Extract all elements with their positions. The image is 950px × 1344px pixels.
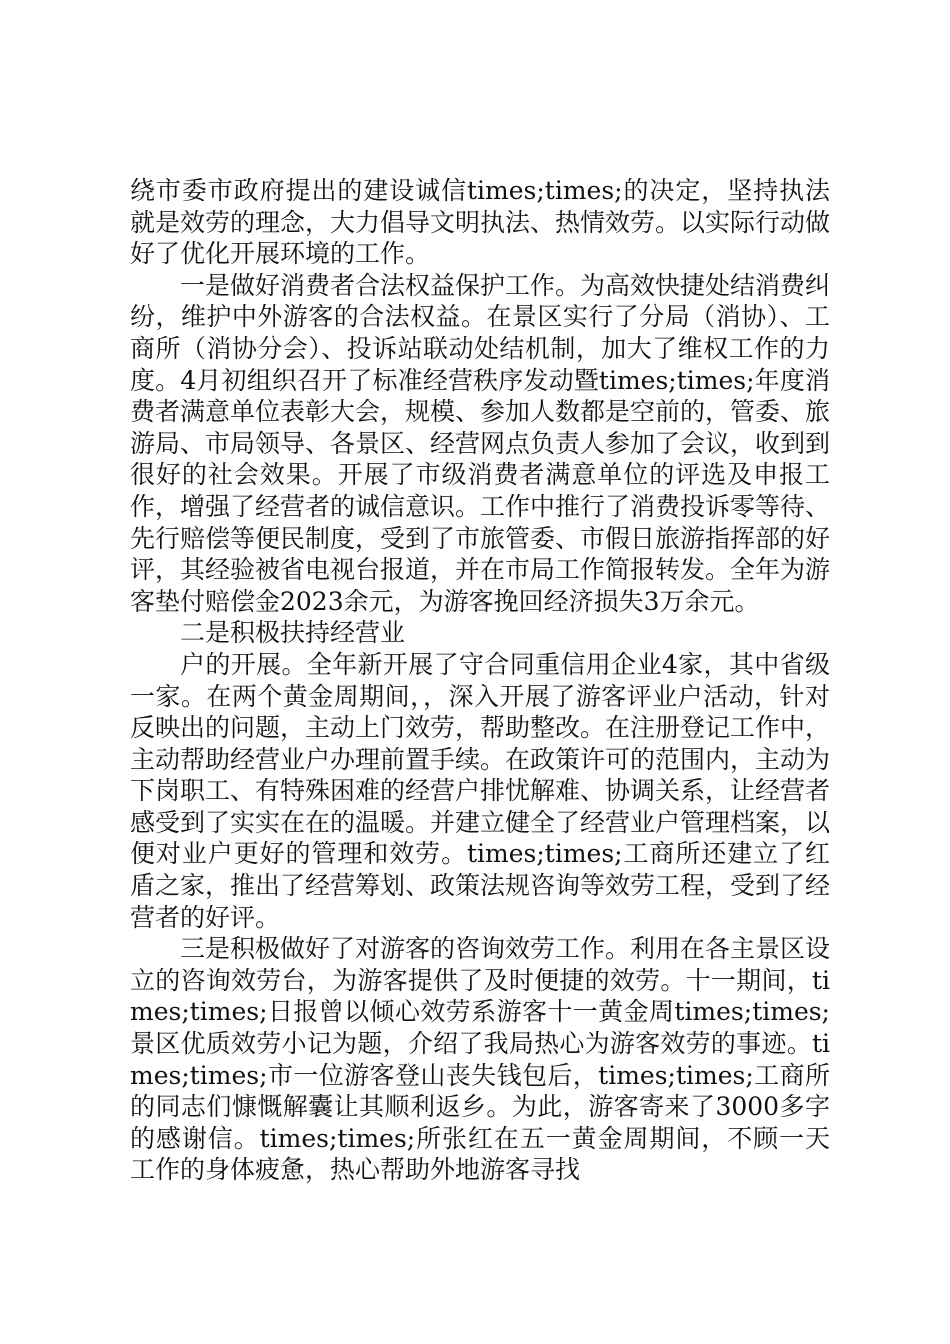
paragraph-tourist-service: 三是积极做好了对游客的咨询效劳工作。利用在各主景区设立的咨询效劳台，为游客提供了及时便捷的效劳。十一期间，times;times;日报曾以倾心效劳系游客十一黄金周times;times;景区优质效劳小记为题，介绍了我局热心为游客效劳的事迹。times;times;市一位游客登山丧失钱包后，times;times;工商所的同志们慷慨解囊让其顺利返乡。为此，游客寄来了3000多字的感谢信。times;times;所张红在五一黄金周期间，不顾一天工作的身体疲惫，热心帮助外地游客寻找 [130, 934, 831, 1185]
paragraph-support-heading: 二是积极扶持经营业 [180, 618, 406, 648]
paragraph-support-business: 户的开展。全年新开展了守合同重信用企业4家，其中省级一家。在两个黄金周期间，，深入开展了游客评业户活动，针对反映出的问题，主动上门效劳，帮助整改。在注册登记工作中，主动帮助经营业户办理前置手续。在政策许可的范围内，主动为下岗职工、有特殊困难的经营户排忧解难、协调关系，让经营者感受到了实实在在的温暖。并建立健全了经营业户管理档案，以便对业户更好的管理和效劳。times;times;工商所还建立了红盾之家，推出了经营筹划、政策法规咨询等效劳工程，受到了经营者的好评。 [130, 649, 831, 932]
paragraph-consumer-rights: 一是做好消费者合法权益保护工作。为高效快捷处结消费纠纷，维护中外游客的合法权益。在景区实行了分局（消协）、工商所（消协分会）、投诉站联动处结机制，加大了维权工作的力度。4月初组织召开了标准经营秩序发动暨times;times;年度消费者满意单位表彰大会，规模、参加人数都是空前的，管委、旅游局、市局领导、各景区、经营网点负责人参加了会议，收到到很好的社会效果。开展了市级消费者满意单位的评选及申报工作，增强了经营者的诚信意识。工作中推行了消费投诉零等待、先行赔偿等便民制度，受到了市旅管委、市假日旅游指挥部的好评，其经验被省电视台报道，并在市局工作简报转发。全年为游客垫付赔偿金2023余元，为游客挽回经济损失3万余元。 [130, 270, 831, 616]
paragraph-intro: 绕市委市政府提出的建设诚信times;times;的决定，坚持执法就是效劳的理念，大力倡导文明执法、热情效劳。以实际行动做好了优化开展环境的工作。 [130, 176, 831, 269]
document-page [130, 175, 830, 1186]
